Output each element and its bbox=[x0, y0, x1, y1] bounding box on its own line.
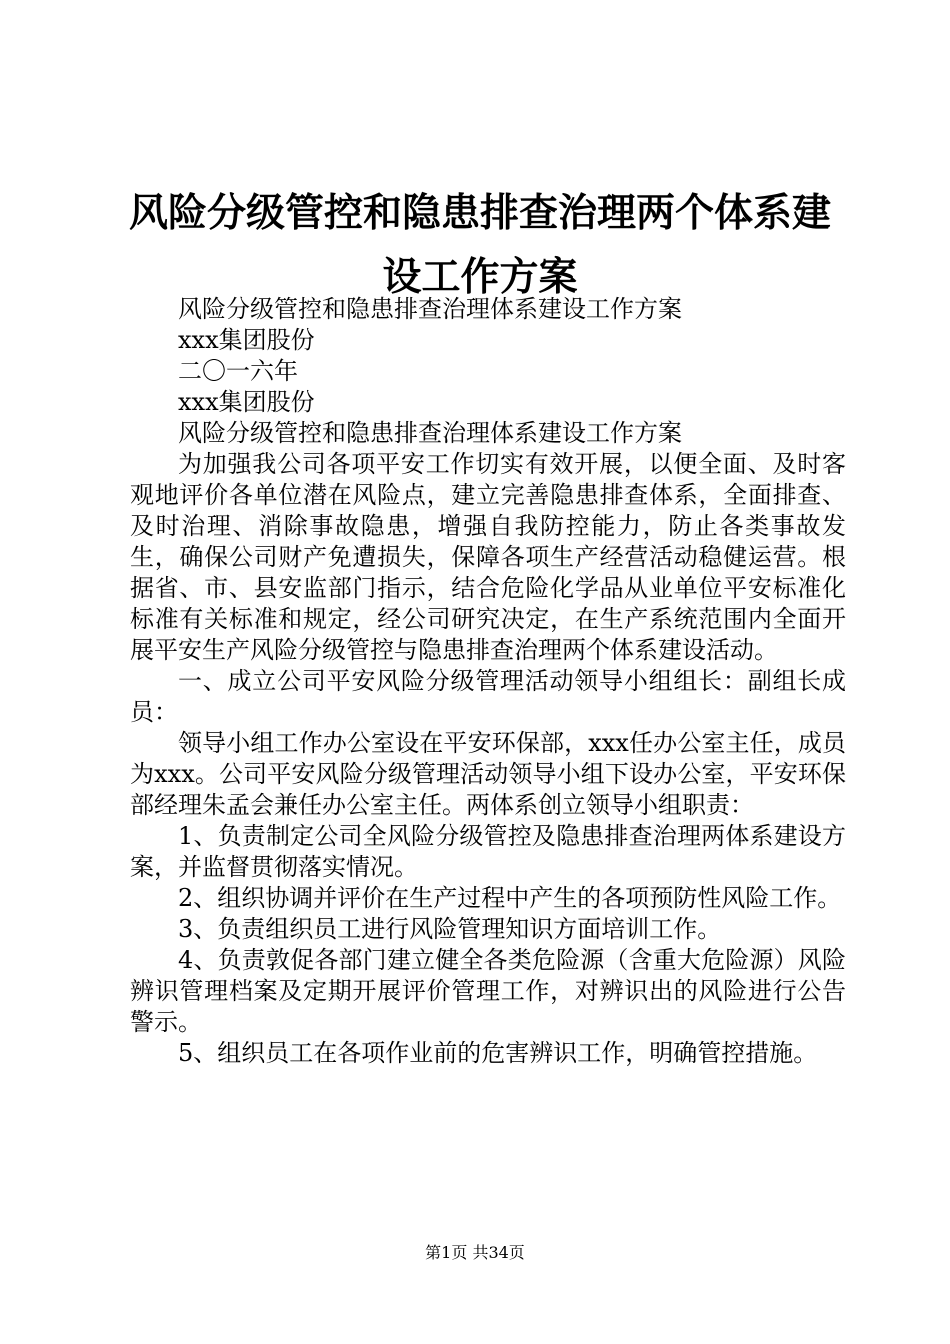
paragraph-duty-1: 1、负责制定公司全风险分级管控及隐患排查治理两体系建设方案，并监督贯彻落实情况。 bbox=[130, 822, 846, 881]
paragraph-company: xxx集团股份 bbox=[178, 326, 315, 354]
document-body bbox=[130, 294, 846, 1069]
paragraph-year: 二〇一六年 bbox=[178, 357, 298, 385]
paragraph-company-repeat: xxx集团股份 bbox=[178, 388, 315, 416]
paragraph-subtitle-repeat: 风险分级管控和隐患排查治理体系建设工作方案 bbox=[178, 419, 682, 447]
paragraph-duty-3: 3、负责组织员工进行风险管理知识方面培训工作。 bbox=[178, 915, 722, 943]
paragraph-duty-5: 5、组织员工在各项作业前的危害辨识工作，明确管控措施。 bbox=[178, 1039, 818, 1067]
paragraph-duty-2: 2、组织协调并评价在生产过程中产生的各项预防性风险工作。 bbox=[178, 884, 842, 912]
paragraph-section-1: 一、成立公司平安风险分级管理活动领导小组组长：副组长成员： bbox=[130, 667, 846, 726]
paragraph-subtitle: 风险分级管控和隐患排查治理体系建设工作方案 bbox=[178, 295, 682, 323]
paragraph-office: 领导小组工作办公室设在平安环保部，xxx任办公室主任，成员为xxx。公司平安风险分级管理活动领导小组下设办公室，平安环保部经理朱孟会兼任办公室主任。两体系创立领导小组职责： bbox=[130, 729, 846, 819]
page-indicator: 第1页 共34页 bbox=[425, 1243, 525, 1262]
document-title: 风险分级管控和隐患排查治理两个体系建设工作方案 bbox=[128, 191, 831, 300]
paragraph-intro: 为加强我公司各项平安工作切实有效开展，以便全面、及时客观地评价各单位潜在风险点，建立完善隐患排查体系，全面排查、及时治理、消除事故隐患，增强自我防控能力，防止各类事故发生，确保公司财产免遭损失，保障各项生产经营活动稳健运营。根据省、市、县安监部门指示，结合危险化学品从业单位平安标准化标准有关标准和规定，经公司研究决定，在生产系统范围内全面开展平安生产风险分级管控与隐患排查治理两个体系建设活动。 bbox=[130, 450, 846, 664]
paragraph-duty-4: 4、负责敦促各部门建立健全各类危险源（含重大危险源）风险辨识管理档案及定期开展评价管理工作，对辨识出的风险进行公告警示。 bbox=[130, 946, 846, 1036]
